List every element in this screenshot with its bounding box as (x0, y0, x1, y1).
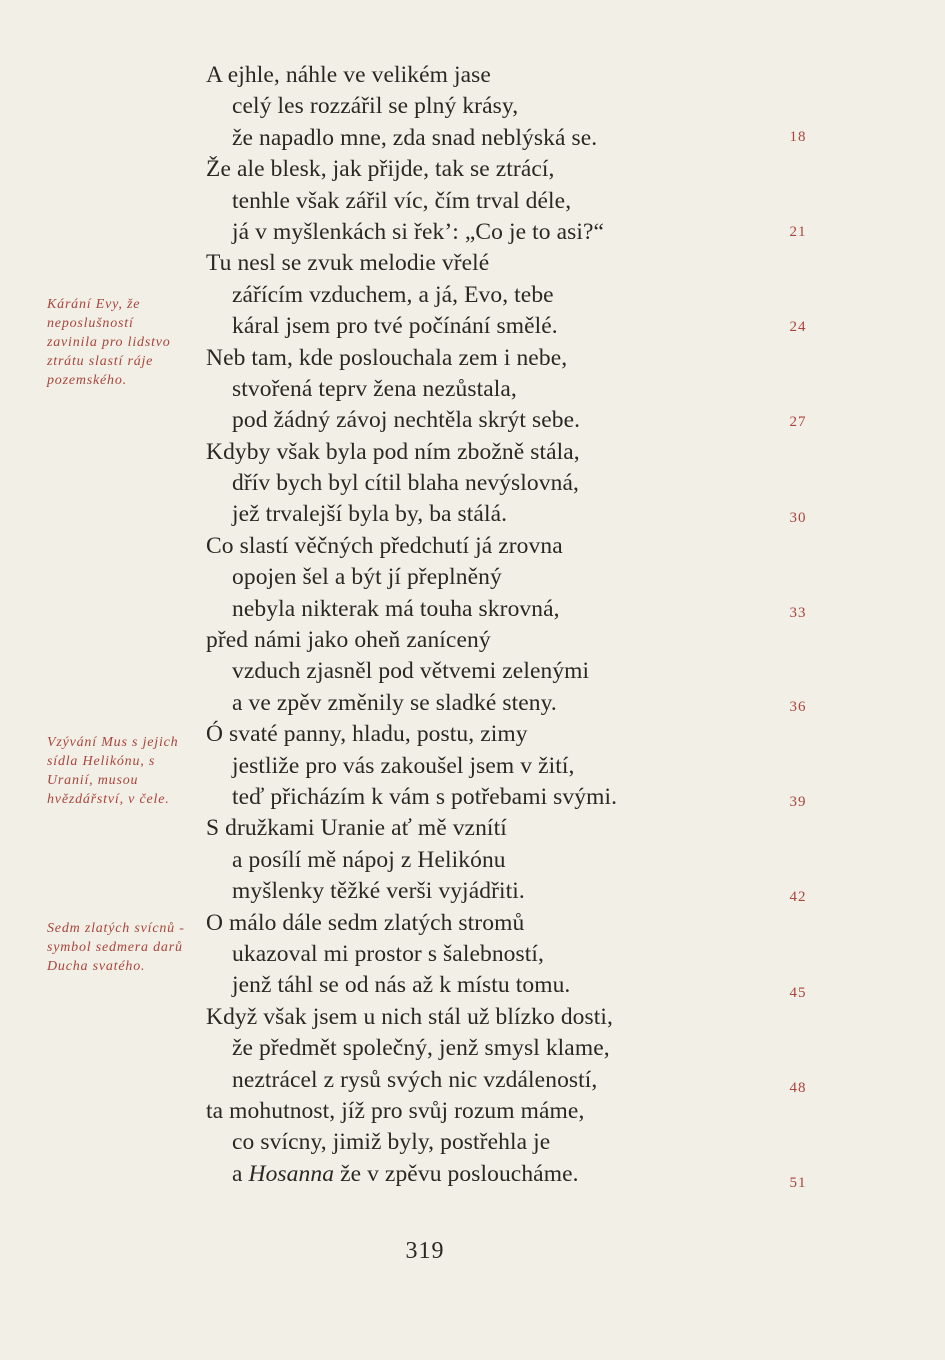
verse-line-start: a (232, 1160, 243, 1187)
verse-line: vzduch zjasněl pod větvemi zelenými (232, 658, 590, 685)
verse-block (206, 60, 766, 1190)
verse-line: co svícny, jimiž byly, postřehla je (232, 1129, 551, 1156)
verse-line: Ó svaté panny, hladu, postu, zimy (206, 721, 528, 748)
verse-line: já v myšlenkách si řek’: „Co je to asi?“ (232, 218, 605, 245)
line-number: 51 (789, 1175, 807, 1191)
verse-line: Když však jsem u nich stál už blízko dosti, (206, 1003, 614, 1030)
verse-line: jenž táhl se od nás až k místu tomu. (232, 972, 571, 999)
line-number: 27 (789, 414, 807, 431)
verse-line: jež trvalejší byla by, ba stálá. (232, 501, 508, 528)
verse-line: Kdyby však byla pod ním zbožně stála, (206, 438, 580, 465)
verse-line: že napadlo mne, zda snad neblýská se. (232, 124, 598, 151)
margin-note-candlesticks: Sedm zlatých svícnů - symbol sedmera darů Ducha svatého. (47, 921, 185, 974)
line-number: 39 (789, 794, 807, 811)
line-number: 45 (789, 984, 807, 1001)
verse-line: jestliže pro vás zakoušel jsem v žití, (232, 752, 575, 779)
verse-line: že předmět společný, jenž smysl klame, (232, 1035, 610, 1062)
verse-line: ukazoval mi prostor s šalebností, (232, 940, 545, 967)
verse-line: tenhle však zářil víc, čím trval déle, (232, 187, 572, 214)
verse-line: Že ale blesk, jak přijde, tak se ztrácí, (206, 156, 555, 183)
line-number: 36 (789, 699, 807, 715)
verse-line: celý les rozzářil se plný krásy, (232, 93, 519, 120)
verse-line: ta mohutnost, jíž pro svůj rozum máme, (206, 1097, 585, 1124)
line-number: 42 (789, 889, 807, 906)
verse-line: a posílí mě nápoj z Helikónu (232, 846, 506, 873)
verse-line: teď přicházím k vám s potřebami svými. (232, 783, 618, 810)
verse-line: myšlenky těžké verši vyjádřiti. (232, 878, 525, 905)
line-number: 21 (789, 224, 807, 240)
verse-line: neztrácel z rysů svých nic vzdáleností, (232, 1066, 598, 1093)
verse-line: před námi jako oheň zanícený (206, 627, 491, 654)
line-number: 24 (789, 319, 807, 336)
verse-line-end: že v zpěvu posloucháme. (334, 1160, 579, 1187)
verse-line: stvořená teprv žena nezůstala, (232, 375, 517, 402)
margin-note-muses: Vzývání Mus s jejich sídla Helikónu, s Uranií, musou hvězdářství, v čele. (47, 735, 179, 807)
verse-line: Tu nesl se zvuk melodie vřelé (206, 250, 490, 277)
verse-line: zářícím vzduchem, a já, Evo, tebe (232, 281, 554, 308)
verse-line: Co slastí věčných předchutí já zrovna (206, 532, 563, 559)
verse-line (206, 1159, 766, 1190)
verse-line: O málo dále sedm zlatých stromů (206, 909, 525, 936)
verse-line: opojen šel a být jí přeplněný (232, 564, 502, 591)
hosanna-italic: Hosanna (248, 1160, 335, 1187)
verse-line: káral jsem pro tvé počínání smělé. (232, 313, 558, 340)
line-number: 18 (789, 128, 807, 145)
line-number: 30 (789, 509, 807, 526)
line-number: 33 (789, 604, 807, 621)
line-number: 48 (789, 1079, 807, 1096)
verse-line: Neb tam, kde poslouchala zem i nebe, (206, 344, 568, 371)
verse-line: A ejhle, náhle ve velikém jase (206, 62, 491, 88)
page-number: 319 (405, 1238, 445, 1264)
margin-note-eve: Kárání Evy, že neposlušností zavinila pro lidstvo ztrátu slastí ráje pozemského. (47, 297, 171, 388)
verse-line: a ve zpěv změnily se sladké steny. (232, 689, 557, 716)
verse-line: dřív bych byl cítil blaha nevýslovná, (232, 470, 579, 497)
verse-line: pod žádný závoj nechtěla skrýt sebe. (232, 407, 581, 434)
verse-line: S družkami Uranie ať mě vznítí (206, 815, 507, 842)
verse-line: nebyla nikterak má touha skrovná, (232, 595, 560, 622)
